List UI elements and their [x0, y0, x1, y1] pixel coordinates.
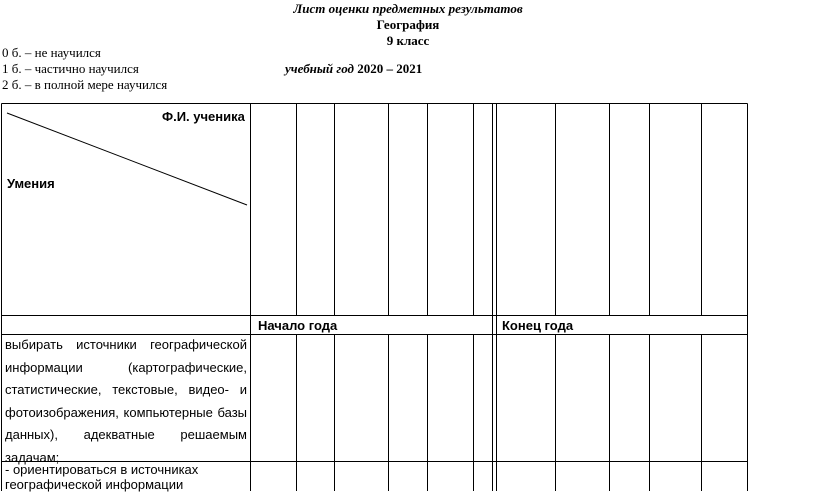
page-title: Лист оценки предметных результатов	[293, 1, 523, 16]
student-name-header: Ф.И. ученика	[162, 109, 245, 124]
school-year-label: учебный год	[285, 61, 354, 76]
legend-item: 1 б. – частично научился	[2, 61, 139, 76]
legend-item: 2 б. – в полной мере научился	[2, 77, 168, 92]
school-year-value: 2020 – 2021	[357, 61, 423, 76]
subject-title: География	[376, 17, 440, 32]
skill-cell: - ориентироваться в источниках географической информации	[5, 462, 199, 492]
legend-item: 0 б. – не научился	[2, 45, 101, 60]
grade-title: 9 класс	[386, 33, 430, 48]
skill-cell: выбирать источники географической информации (картографические, статистические, текстовые, видео- и фотоизображения, компьютерные базы данных), адекватные решаемым задачам;	[5, 337, 247, 465]
period-start-header: Начало года	[258, 318, 338, 333]
skills-header: Умения	[7, 176, 55, 191]
header-diagonal	[7, 113, 247, 205]
period-end-header: Конец года	[502, 318, 574, 333]
